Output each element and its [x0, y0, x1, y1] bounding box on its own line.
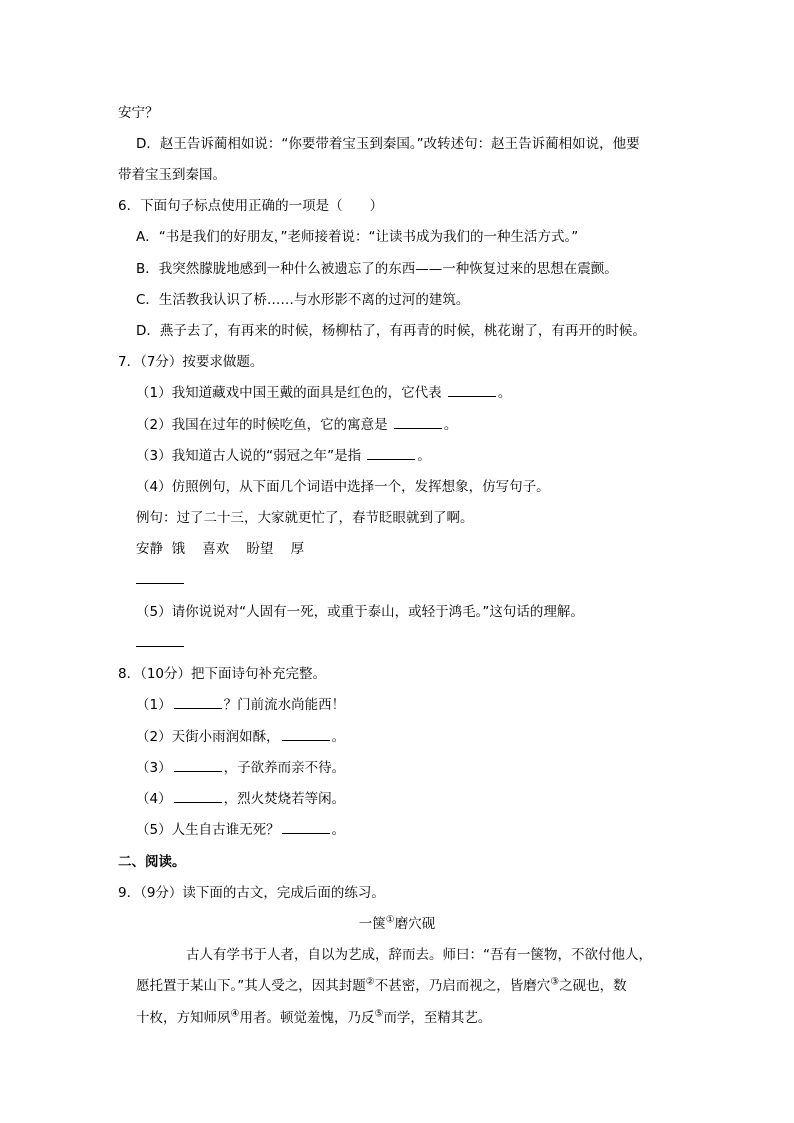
section-heading-reading: 二、阅读。 — [118, 854, 186, 870]
footnote-marker: ③ — [550, 976, 560, 988]
q8-poem1-num: （1） — [136, 697, 172, 713]
q8-poem5 — [136, 821, 345, 839]
q7-word-list: 安静 饿 喜欢 盼望 厚 — [136, 541, 305, 557]
q7-sub2 — [136, 416, 457, 434]
passage-line1: 古人有学书于人者，自以为艺成，辞而去。师曰：“吾有一箧物，不欲付他人， — [186, 947, 652, 963]
q5-tail: 安宁？ — [118, 105, 159, 121]
q8-poem2 — [136, 728, 345, 746]
q7-sub3-text: （3）我知道古人说的“弱冠之年”是指 — [136, 448, 366, 464]
answer-blank[interactable] — [174, 790, 222, 803]
q8-poem3-num: （3） — [136, 760, 172, 776]
passage-title-a: 一箧 — [358, 916, 386, 932]
passage-line3-a: 十枚，方知师夙 — [136, 1010, 231, 1026]
footnote-marker: ① — [385, 914, 395, 926]
q5-option-d-line1: D．赵王告诉蔺相如说：“你要带着宝玉到秦国。”改转述句：赵王告诉蔺相如说，他要 — [136, 136, 640, 152]
q8-poem4-num: （4） — [136, 791, 172, 807]
passage-title — [0, 915, 794, 933]
q9-stem: 9．（9分）读下面的古文，完成后面的练习。 — [118, 885, 385, 901]
passage-line2 — [136, 977, 627, 995]
q7-sub2-end: 。 — [443, 417, 458, 433]
q8-poem4 — [136, 790, 345, 808]
footnote-marker: ② — [365, 976, 375, 988]
q7-sub1-text: （1）我知道藏戏中国王戴的面具是红色的，它代表 — [136, 385, 446, 401]
answer-blank[interactable] — [282, 728, 330, 741]
answer-blank[interactable] — [282, 821, 330, 834]
passage-line2-b: 不甚密，乃启而视之，皆磨穴 — [374, 978, 551, 994]
passage-line2-a: 愿托置于某山下。”其人受之，因其封题 — [136, 978, 366, 994]
footnote-marker: ④ — [230, 1008, 240, 1020]
q7-stem: 7．（7分）按要求做题。 — [118, 354, 264, 370]
q8-poem3-text: ，子欲养而亲不待。 — [223, 760, 346, 776]
q5-option-d-line2: 带着宝玉到秦国。 — [118, 167, 226, 183]
passage-line3-b: 用者。顿觉羞愧，乃反 — [239, 1010, 375, 1026]
passage-title-b: 磨穴砚 — [394, 916, 436, 932]
q6-stem: 6．下面句子标点使用正确的一项是（ ） — [118, 198, 384, 214]
q7-sub1-end: 。 — [497, 385, 512, 401]
q6-option-b: B．我突然朦胧地感到一种什么被遗忘了的东西——一种恢复过来的思想在震颤。 — [136, 261, 618, 277]
q8-poem4-text: ，烈火焚烧若等闲。 — [223, 791, 346, 807]
q7-sub2-text: （2）我国在过年的时候吃鱼，它的寓意是 — [136, 417, 392, 433]
answer-blank[interactable] — [448, 384, 496, 397]
passage-line3 — [136, 1009, 491, 1027]
q7-sub1 — [136, 384, 511, 402]
q8-poem1 — [136, 696, 345, 714]
answer-blank[interactable] — [174, 696, 222, 709]
q7-sub3 — [136, 447, 431, 465]
passage-line3-c: 而学，至精其艺。 — [383, 1010, 492, 1026]
q6-option-a: A．“书是我们的好朋友，”老师接着说：“让读书成为我们的一种生活方式。” — [136, 229, 579, 245]
q7-sub3-end: 。 — [417, 448, 431, 464]
q7-example: 例句：过了二十三，大家就更忙了，春节眨眼就到了啊。 — [136, 510, 474, 526]
q6-option-d: D．燕子去了，有再来的时候，杨柳枯了，有再青的时候，桃花谢了，有再开的时候。 — [136, 323, 646, 339]
q6-option-c: C．生活教我认识了桥……与水形影不离的过河的建筑。 — [136, 292, 470, 308]
q7-sub4: （4）仿照例句，从下面几个词语中选择一个，发挥想象，仿写句子。 — [136, 479, 550, 495]
answer-blank[interactable] — [394, 416, 442, 429]
q8-poem2-end: 。 — [331, 729, 346, 745]
answer-blank[interactable] — [174, 759, 222, 772]
q7-sub4-answer-line[interactable] — [136, 571, 184, 589]
q8-poem5-text: （5）人生自古谁无死？ — [136, 822, 280, 838]
q7-sub5: （5）请你说说对“人固有一死，或重于泰山，或轻于鸿毛。”这句话的理解。 — [136, 604, 584, 620]
answer-blank[interactable] — [367, 447, 415, 460]
q8-stem: 8．（10分）把下面诗句补充完整。 — [118, 666, 327, 682]
footnote-marker: ⑤ — [374, 1008, 384, 1020]
q8-poem5-end: 。 — [331, 822, 346, 838]
passage-line2-c: 之砚也，数 — [559, 978, 627, 994]
q8-poem3 — [136, 759, 345, 777]
q7-sub5-answer-line[interactable] — [136, 634, 184, 652]
q8-poem1-text: ？门前流水尚能西！ — [223, 697, 346, 713]
q8-poem2-text: （2）天街小雨润如酥， — [136, 729, 280, 745]
